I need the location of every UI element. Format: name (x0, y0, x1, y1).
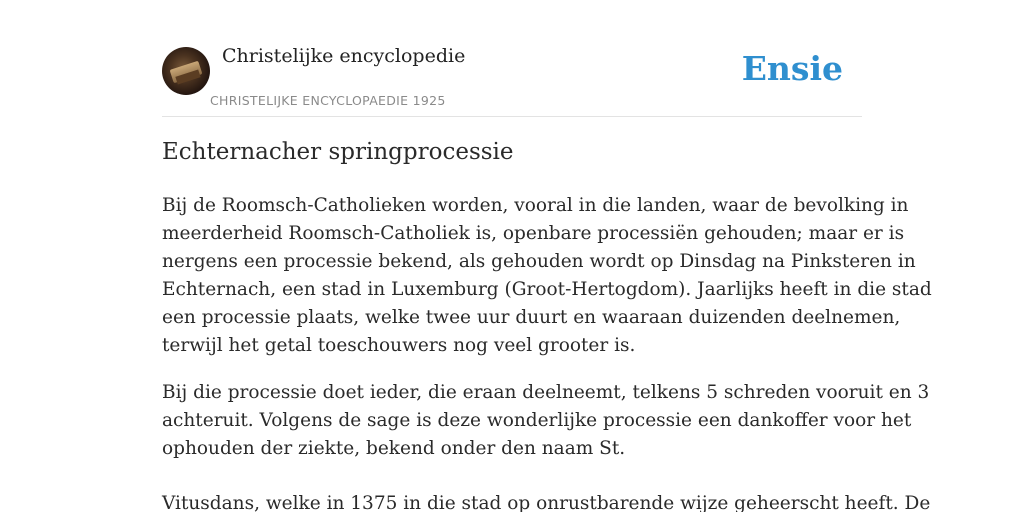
ensie-logo[interactable]: Ensie (741, 49, 843, 88)
paragraph-line: terwijl het getal toeschouwers nog veel grooter is. (162, 335, 636, 356)
paragraph-line: ophouden der ziekte, bekend onder den naam St. (162, 438, 626, 459)
site-subtitle[interactable]: CHRISTELIJKE ENCYCLOPAEDIE 1925 (210, 93, 446, 108)
article-paragraph (162, 379, 930, 463)
site-header (162, 0, 862, 117)
article-title: Echternacher springprocessie (162, 139, 514, 165)
site-name-link[interactable]: Christelijke encyclopedie (222, 45, 466, 67)
paragraph-line: een processie plaats, welke twee uur duurt en waaraan duizenden deelnemen, (162, 307, 901, 328)
paragraph-line: Echternach, een stad in Luxemburg (Groot-Hertogdom). Jaarlijks heeft in die stad (162, 279, 932, 300)
paragraph-line: Vitusdans, welke in 1375 in die stad op onrustbarende wijze geheerscht heeft. De (162, 493, 931, 512)
article-paragraph (162, 490, 931, 512)
paragraph-line: meerderheid Roomsch-Catholiek is, openbare processiën gehouden; maar er is (162, 223, 905, 244)
article-paragraph (162, 192, 932, 360)
paragraph-line: Bij die processie doet ieder, die eraan deelneemt, telkens 5 schreden vooruit en 3 (162, 382, 930, 403)
paragraph-line: Bij de Roomsch-Catholieken worden, vooral in die landen, waar de bevolking in (162, 195, 909, 216)
paragraph-line: achteruit. Volgens de sage is deze wonderlijke processie een dankoffer voor het (162, 410, 912, 431)
paragraph-line: nergens een processie bekend, als gehouden wordt op Dinsdag na Pinksteren in (162, 251, 916, 272)
avatar[interactable] (162, 47, 210, 95)
